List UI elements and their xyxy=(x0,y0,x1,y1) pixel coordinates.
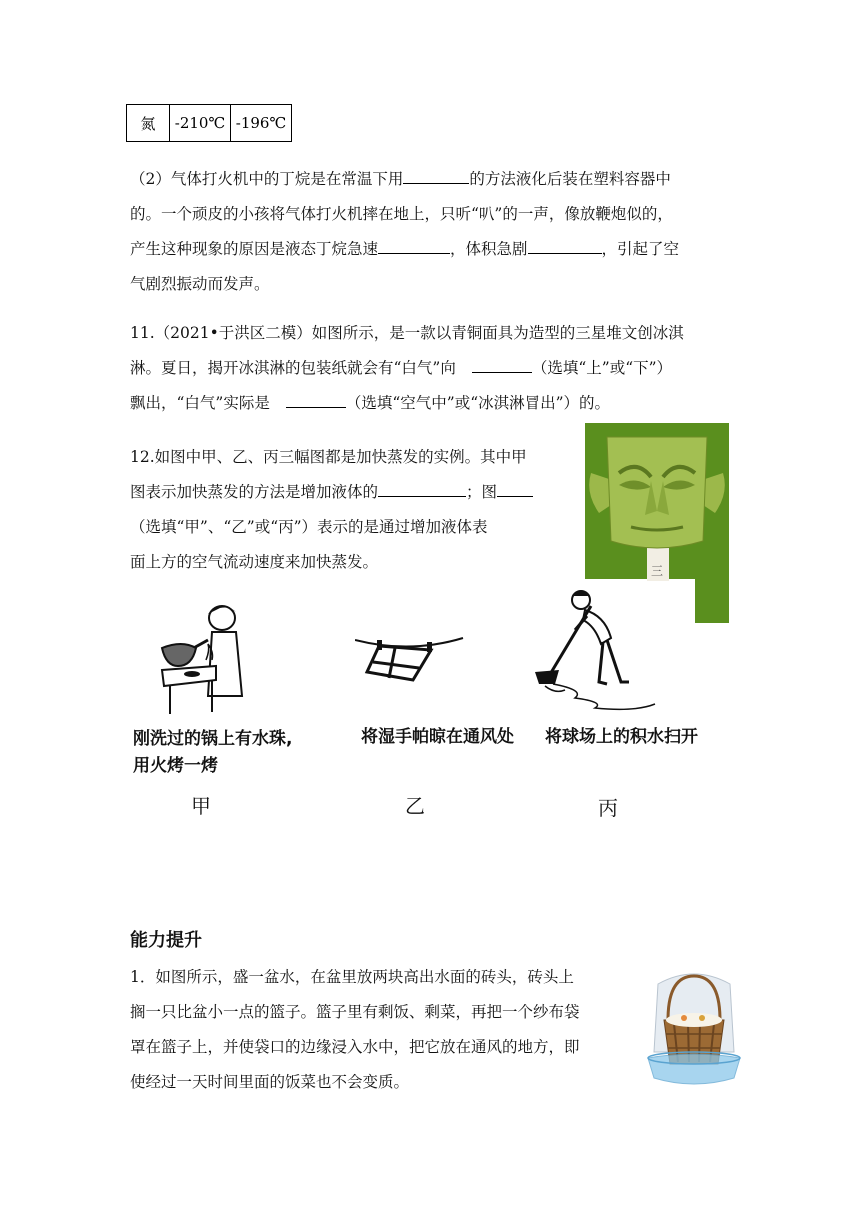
table-cell-melting: -210℃ xyxy=(170,105,231,142)
q11-line-3: 飘出，“白气”实际是 （选填“空气中”或“冰淇淋冒出”）的。 xyxy=(130,386,740,421)
figure-jia-caption-1: 刚洗过的锅上有水珠, xyxy=(133,729,293,749)
table-row xyxy=(127,105,292,142)
answer-blank[interactable] xyxy=(472,354,532,373)
figure-bing-drawing xyxy=(525,586,675,714)
answer-blank[interactable] xyxy=(403,165,469,184)
q12-line-2: 图表示加快蒸发的方法是增加液体的 ；图 xyxy=(130,475,580,510)
figure-jia-label: 甲 xyxy=(191,794,211,818)
figure-bing-caption: 将球场上的积水扫开 xyxy=(545,727,698,747)
q12-line-4: 面上方的空气流动速度来加快蒸发。 xyxy=(130,553,379,571)
q2-line-4: 气剧烈振动而发声。 xyxy=(130,275,270,293)
figure-yi-drawing xyxy=(355,628,465,688)
answer-blank[interactable] xyxy=(378,235,450,254)
answer-blank[interactable] xyxy=(497,478,533,497)
svg-text:三: 三 xyxy=(651,564,664,578)
question-2 xyxy=(130,162,740,302)
q12-line-3: （选填“甲”、“乙”或“丙”）表示的是通过增加液体表 xyxy=(130,518,488,536)
answer-blank[interactable] xyxy=(286,389,346,408)
a1-line-2: 搁一只比盆小一点的篮子。篮子里有剩饭、剩菜，再把一个纱布袋 xyxy=(130,1003,580,1021)
figure-yi-caption: 将湿手帕晾在通风处 xyxy=(361,727,514,747)
a1-line-1: 1．如图所示，盛一盆水，在盆里放两块高出水面的砖头，砖头上 xyxy=(130,968,574,986)
a1-line-3: 罩在篮子上，并使袋口的边缘浸入水中，把它放在通风的地方，即 xyxy=(130,1038,580,1056)
answer-blank[interactable] xyxy=(378,478,466,497)
basket-in-basin-image xyxy=(644,966,744,1092)
section-heading: 能力提升 xyxy=(130,930,202,951)
figure-jia-caption-2: 用火烤一烤 xyxy=(133,756,218,776)
table-cell-substance: 氮 xyxy=(127,105,170,142)
question-11 xyxy=(130,316,740,421)
temperature-table xyxy=(126,104,292,142)
q2-line-3: 产生这种现象的原因是液态丁烷急速 ，体积急剧 ，引起了空 xyxy=(130,232,740,267)
figure-yi-label: 乙 xyxy=(405,794,425,818)
q12-line-1: 12.如图中甲、乙、丙三幅图都是加快蒸发的实例。其中甲 xyxy=(130,448,527,466)
q11-line-2: 淋。夏日，揭开冰淇淋的包装纸就会有“白气”向 （选填“上”或“下”） xyxy=(130,351,740,386)
a1-line-4: 使经过一天时间里面的饭菜也不会变质。 xyxy=(130,1073,410,1091)
q2-line-1: （2）气体打火机中的丁烷是在常温下用 的方法液化后装在塑料容器中 xyxy=(130,162,740,197)
q11-line-1: 11.（2021•于洪区二模）如图所示，是一款以青铜面具为造型的三星堆文创冰淇 xyxy=(130,324,684,342)
table-cell-boiling: -196℃ xyxy=(231,105,292,142)
question-12 xyxy=(130,440,580,580)
answer-blank[interactable] xyxy=(528,235,602,254)
figure-jia-drawing xyxy=(150,600,250,720)
ability-question-1 xyxy=(130,960,640,1100)
figure-bing-label: 丙 xyxy=(598,796,618,820)
q2-line-2: 的。一个顽皮的小孩将气体打火机摔在地上，只听“叭”的一声，像放鞭炮似的， xyxy=(130,205,673,223)
